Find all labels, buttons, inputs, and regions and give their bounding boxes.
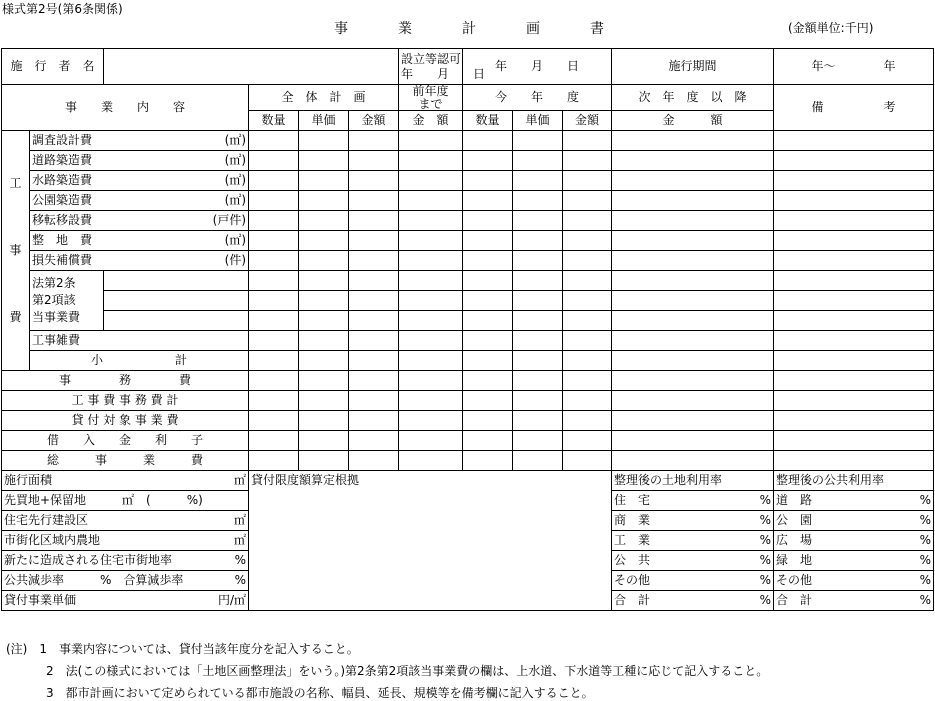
business-plan-table <box>1 48 934 611</box>
input-cell[interactable] <box>463 371 513 391</box>
title-char: 業 <box>398 21 412 37</box>
land-use-row: 商 業 % <box>612 511 774 531</box>
land-use-row: 公 共 % <box>612 551 774 571</box>
input-cell[interactable] <box>349 251 399 271</box>
bottom-left-row: 先買地+保留地 ㎡ ( %) <box>2 491 249 511</box>
item-row: 水路築造費 (㎡) <box>30 171 249 191</box>
remarks-header: 備 考 <box>774 85 934 131</box>
input-cell[interactable] <box>563 231 612 251</box>
public-use-row: その他 % <box>774 571 934 591</box>
input-cell[interactable] <box>399 191 463 211</box>
input-cell[interactable] <box>349 211 399 231</box>
summary-row: 貸 付 対 象 事 業 費 <box>2 411 249 431</box>
construction-char: 事 <box>9 243 22 258</box>
input-cell[interactable] <box>513 171 563 191</box>
input-cell[interactable] <box>299 311 349 331</box>
input-cell[interactable] <box>399 131 463 151</box>
input-cell[interactable] <box>563 391 612 411</box>
input-cell[interactable] <box>774 171 934 191</box>
input-cell[interactable] <box>513 211 563 231</box>
input-cell[interactable] <box>774 451 934 471</box>
input-cell[interactable] <box>513 251 563 271</box>
input-cell[interactable] <box>249 211 299 231</box>
input-cell[interactable] <box>563 371 612 391</box>
input-cell[interactable] <box>774 351 934 371</box>
input-cell[interactable] <box>612 231 774 251</box>
input-cell[interactable] <box>513 231 563 251</box>
input-cell[interactable] <box>463 151 513 171</box>
input-cell[interactable] <box>513 411 563 431</box>
total-plan-header: 全 体 計 画 <box>249 85 399 111</box>
input-cell[interactable] <box>249 291 299 311</box>
input-cell[interactable] <box>299 331 349 351</box>
input-cell[interactable] <box>349 431 399 451</box>
input-cell[interactable] <box>299 411 349 431</box>
input-cell[interactable] <box>349 351 399 371</box>
input-cell[interactable] <box>299 151 349 171</box>
input-cell[interactable] <box>612 171 774 191</box>
input-cell[interactable] <box>349 411 399 431</box>
input-cell[interactable] <box>563 211 612 231</box>
input-cell[interactable] <box>249 311 299 331</box>
input-cell[interactable] <box>299 431 349 451</box>
amount-unit-note: (金額単位:千円) <box>788 21 874 35</box>
public-use-row: 道 路 % <box>774 491 934 511</box>
land-use-row: 住 宅 % <box>612 491 774 511</box>
bottom-left-row: 住宅先行建設区 ㎡ <box>2 511 249 531</box>
input-cell[interactable] <box>463 431 513 451</box>
next-amount-header: 金 額 <box>612 111 774 131</box>
input-cell[interactable] <box>463 451 513 471</box>
input-cell[interactable] <box>399 431 463 451</box>
input-cell[interactable] <box>513 291 563 311</box>
input-cell[interactable] <box>774 271 934 291</box>
loan-basis-box[interactable] <box>249 471 612 611</box>
title-char: 書 <box>590 21 604 37</box>
land-use-row: その他 % <box>612 571 774 591</box>
applicant-field[interactable] <box>104 49 399 85</box>
input-cell[interactable] <box>299 451 349 471</box>
input-cell[interactable] <box>774 371 934 391</box>
input-cell[interactable] <box>399 351 463 371</box>
input-cell[interactable] <box>774 191 934 211</box>
public-use-row: 合 計 % <box>774 591 934 611</box>
input-cell[interactable] <box>349 451 399 471</box>
input-cell[interactable] <box>299 191 349 211</box>
input-cell[interactable] <box>612 151 774 171</box>
title-char: 事 <box>334 21 348 37</box>
land-use-row: 合 計 % <box>612 591 774 611</box>
input-cell[interactable] <box>249 351 299 371</box>
note-1: (注) 1 事業内容については、貸付当該年度分を記入すること。 <box>6 642 359 656</box>
bottom-left-row: 施行面積 ㎡ <box>2 471 249 491</box>
input-cell[interactable] <box>513 271 563 291</box>
input-cell[interactable] <box>612 311 774 331</box>
input-cell[interactable] <box>299 211 349 231</box>
input-cell[interactable] <box>399 151 463 171</box>
input-cell[interactable] <box>612 291 774 311</box>
input-cell[interactable] <box>563 411 612 431</box>
input-cell[interactable] <box>349 371 399 391</box>
input-cell[interactable] <box>563 151 612 171</box>
input-cell[interactable] <box>249 331 299 351</box>
input-cell[interactable] <box>249 171 299 191</box>
input-cell[interactable] <box>299 291 349 311</box>
input-cell[interactable] <box>399 211 463 231</box>
article-2-label: 法第2条 第2項該 当事業費 <box>30 271 104 331</box>
approval-date-field[interactable]: 年 月 日 <box>463 49 612 85</box>
input-cell[interactable] <box>563 431 612 451</box>
input-cell[interactable] <box>299 371 349 391</box>
input-cell[interactable] <box>399 331 463 351</box>
note-2: 2 法(この様式においては「土地区画整理法」をいう。)第2条第2項該当事業費の欄は、上水道、下水道等工種に応じて記入すること。 <box>46 664 769 678</box>
bottom-left-row: 新たに造成される住宅市街地率 % <box>2 551 249 571</box>
input-cell[interactable] <box>399 291 463 311</box>
input-cell[interactable] <box>774 391 934 411</box>
input-cell[interactable] <box>612 411 774 431</box>
item-row: 整 地 費 (㎡) <box>30 231 249 251</box>
input-cell[interactable] <box>563 451 612 471</box>
input-cell[interactable] <box>463 351 513 371</box>
summary-row: 借 入 金 利 子 <box>2 431 249 451</box>
input-cell[interactable] <box>563 351 612 371</box>
input-cell[interactable] <box>563 171 612 191</box>
input-cell[interactable] <box>463 211 513 231</box>
input-cell[interactable] <box>774 291 934 311</box>
input-cell[interactable] <box>104 271 249 291</box>
applicant-label: 施 行 者 名 <box>2 49 104 85</box>
period-label: 施行期間 <box>612 49 774 85</box>
public-use-row: 緑 地 % <box>774 551 934 571</box>
input-cell[interactable] <box>349 191 399 211</box>
bottom-left-row: 公共減歩率 % 合算減歩率 % <box>2 571 249 591</box>
input-cell[interactable] <box>249 371 299 391</box>
public-use-row: 広 場 % <box>774 531 934 551</box>
document-title <box>334 22 654 36</box>
summary-row: 工 事 費 事 務 費 計 <box>2 391 249 411</box>
input-cell[interactable] <box>612 191 774 211</box>
input-cell[interactable] <box>463 391 513 411</box>
form-id: 様式第2号(第6条関係) <box>2 2 123 16</box>
input-cell[interactable] <box>612 351 774 371</box>
land-use-title: 整理後の土地利用率 <box>612 471 774 491</box>
item-row: 移転移設費 (戸件) <box>30 211 249 231</box>
summary-row: 総 事 業 費 <box>2 451 249 471</box>
input-cell[interactable] <box>774 431 934 451</box>
input-cell[interactable] <box>349 331 399 351</box>
input-cell[interactable] <box>612 371 774 391</box>
input-cell[interactable] <box>249 451 299 471</box>
public-use-row: 公 園 % <box>774 511 934 531</box>
bottom-left-row: 市街化区域内農地 ㎡ <box>2 531 249 551</box>
input-cell[interactable] <box>349 271 399 291</box>
input-cell[interactable] <box>104 291 249 311</box>
input-cell[interactable] <box>612 251 774 271</box>
input-cell[interactable] <box>463 191 513 211</box>
item-row: 損失補償費 (件) <box>30 251 249 271</box>
next-year-header: 次 年 度 以 降 <box>612 85 774 111</box>
summary-row: 事 務 費 <box>2 371 249 391</box>
unit-price-header: 単価 <box>299 111 349 131</box>
input-cell[interactable] <box>563 271 612 291</box>
input-cell[interactable] <box>249 131 299 151</box>
input-cell[interactable] <box>774 251 934 271</box>
input-cell[interactable] <box>399 311 463 331</box>
period-field[interactable]: 年～ 年 <box>774 49 934 85</box>
input-cell[interactable] <box>299 251 349 271</box>
input-cell[interactable] <box>249 431 299 451</box>
input-cell[interactable] <box>774 151 934 171</box>
input-cell[interactable] <box>299 391 349 411</box>
input-cell[interactable] <box>563 191 612 211</box>
qty-header: 数量 <box>249 111 299 131</box>
unit-price-header: 単価 <box>513 111 563 131</box>
public-use-title: 整理後の公共利用率 <box>774 471 934 491</box>
input-cell[interactable] <box>299 171 349 191</box>
input-cell[interactable] <box>299 231 349 251</box>
input-cell[interactable] <box>463 231 513 251</box>
input-cell[interactable] <box>249 231 299 251</box>
loan-basis-label: 貸付限度額算定根拠 <box>251 473 360 488</box>
title-char: 計 <box>462 21 476 37</box>
input-cell[interactable] <box>774 311 934 331</box>
prev-year-header: 前年度 まで <box>399 85 463 111</box>
input-cell[interactable] <box>612 271 774 291</box>
construction-char: 費 <box>9 309 22 324</box>
input-cell[interactable] <box>513 131 563 151</box>
input-cell[interactable] <box>463 411 513 431</box>
input-cell[interactable] <box>399 231 463 251</box>
input-cell[interactable] <box>349 231 399 251</box>
title-char: 画 <box>526 21 540 37</box>
input-cell[interactable] <box>249 391 299 411</box>
input-cell[interactable] <box>249 151 299 171</box>
item-row: 公園築造費 (㎡) <box>30 191 249 211</box>
input-cell[interactable] <box>249 191 299 211</box>
item-row: 調査設計費 (㎡) <box>30 131 249 151</box>
input-cell[interactable] <box>349 311 399 331</box>
content-header: 事 業 内 容 <box>2 85 249 131</box>
construction-cost-label <box>2 131 30 371</box>
input-cell[interactable] <box>612 431 774 451</box>
input-cell[interactable] <box>399 251 463 271</box>
input-cell[interactable] <box>463 131 513 151</box>
input-cell[interactable] <box>774 211 934 231</box>
input-cell[interactable] <box>399 391 463 411</box>
input-cell[interactable] <box>399 451 463 471</box>
input-cell[interactable] <box>612 331 774 351</box>
construction-char: 工 <box>9 176 22 191</box>
input-cell[interactable] <box>513 311 563 331</box>
input-cell[interactable] <box>612 211 774 231</box>
input-cell[interactable] <box>563 331 612 351</box>
approval-date-label: 設立等認可 年 月 日 <box>399 49 463 85</box>
qty-header: 数量 <box>463 111 513 131</box>
input-cell[interactable] <box>563 291 612 311</box>
input-cell[interactable] <box>399 171 463 191</box>
input-cell[interactable] <box>513 191 563 211</box>
input-cell[interactable] <box>513 151 563 171</box>
item-row: 道路築造費 (㎡) <box>30 151 249 171</box>
input-cell[interactable] <box>612 451 774 471</box>
misc-cost-row: 工事雑費 <box>30 331 249 351</box>
input-cell[interactable] <box>513 331 563 351</box>
input-cell[interactable] <box>612 391 774 411</box>
amount-header: 金額 <box>563 111 612 131</box>
amount-header: 金額 <box>349 111 399 131</box>
input-cell[interactable] <box>399 411 463 431</box>
input-cell[interactable] <box>349 151 399 171</box>
input-cell[interactable] <box>513 431 563 451</box>
input-cell[interactable] <box>563 251 612 271</box>
input-cell[interactable] <box>349 391 399 411</box>
input-cell[interactable] <box>299 271 349 291</box>
input-cell[interactable] <box>513 451 563 471</box>
input-cell[interactable] <box>349 171 399 191</box>
input-cell[interactable] <box>774 231 934 251</box>
input-cell[interactable] <box>249 411 299 431</box>
input-cell[interactable] <box>104 311 249 331</box>
bottom-left-row: 貸付事業単価 円/㎡ <box>2 591 249 611</box>
input-cell[interactable] <box>463 171 513 191</box>
input-cell[interactable] <box>463 251 513 271</box>
input-cell[interactable] <box>463 311 513 331</box>
input-cell[interactable] <box>513 371 563 391</box>
input-cell[interactable] <box>349 291 399 311</box>
input-cell[interactable] <box>612 131 774 151</box>
input-cell[interactable] <box>513 351 563 371</box>
this-year-header: 今 年 度 <box>463 85 612 111</box>
input-cell[interactable] <box>299 131 349 151</box>
prev-amount-header: 金 額 <box>399 111 463 131</box>
input-cell[interactable] <box>463 271 513 291</box>
input-cell[interactable] <box>774 331 934 351</box>
input-cell[interactable] <box>249 251 299 271</box>
input-cell[interactable] <box>249 271 299 291</box>
input-cell[interactable] <box>299 351 349 371</box>
input-cell[interactable] <box>349 131 399 151</box>
input-cell[interactable] <box>774 411 934 431</box>
input-cell[interactable] <box>463 331 513 351</box>
input-cell[interactable] <box>774 131 934 151</box>
input-cell[interactable] <box>399 271 463 291</box>
input-cell[interactable] <box>513 391 563 411</box>
subtotal-row: 小 計 <box>30 351 249 371</box>
input-cell[interactable] <box>463 291 513 311</box>
land-use-row: 工 業 % <box>612 531 774 551</box>
input-cell[interactable] <box>563 311 612 331</box>
input-cell[interactable] <box>399 371 463 391</box>
input-cell[interactable] <box>563 131 612 151</box>
note-3: 3 都市計画において定められている都市施設の名称、幅員、延長、規模等を備考欄に記入すること。 <box>46 686 594 700</box>
